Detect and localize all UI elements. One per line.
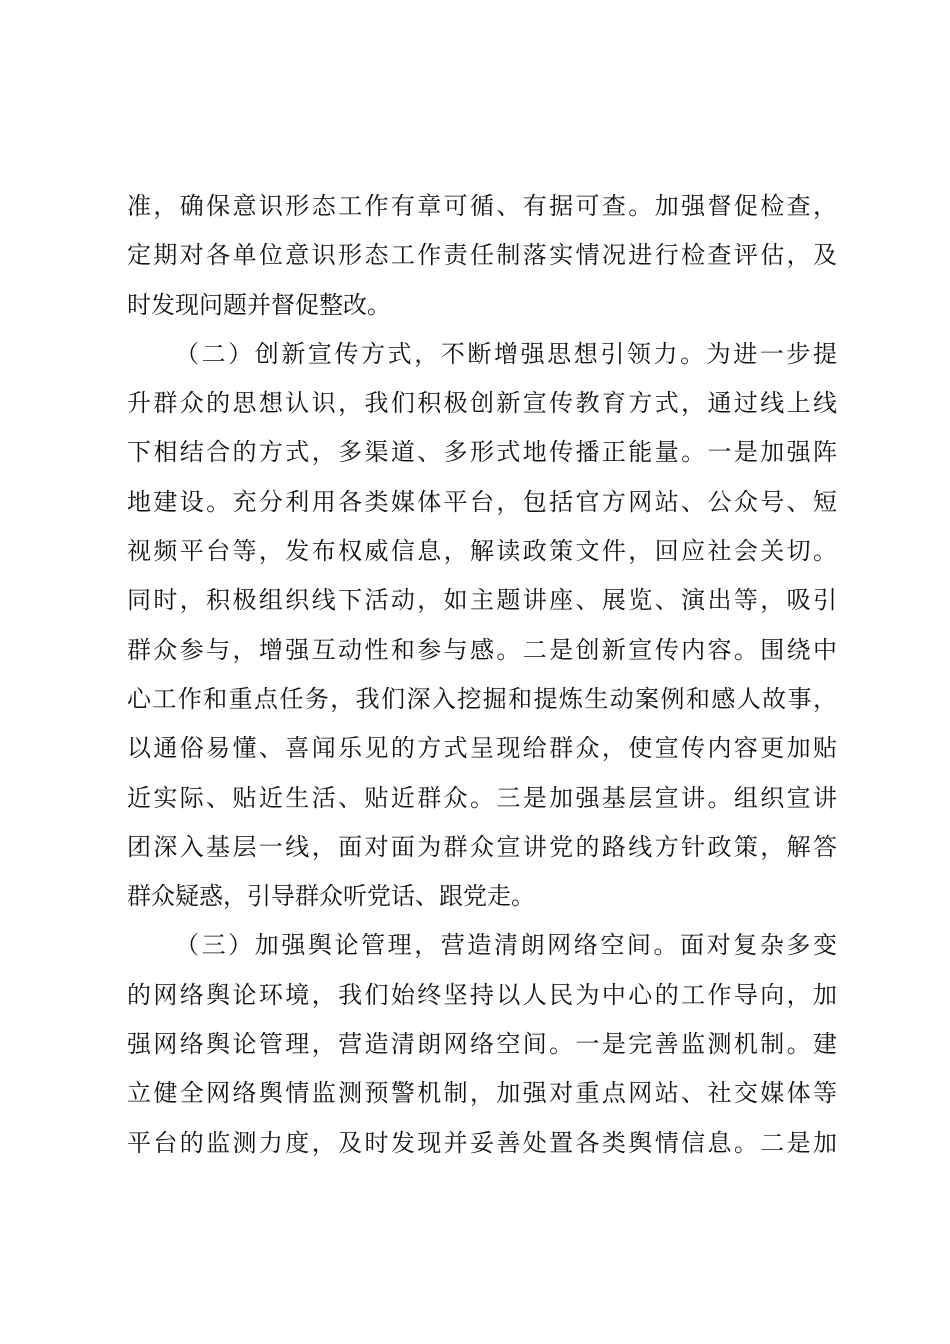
text-line: 时发现问题并督促整改。 <box>127 290 391 319</box>
text-line: 立健全网络舆情监测预警机制，加强对重点网站、社交媒体等 <box>127 1079 837 1108</box>
text-line: 近实际、贴近生活、贴近群众。三是加强基层宣讲。组织宣讲 <box>127 783 837 812</box>
text-line: 强网络舆论管理，营造清朗网络空间。一是完善监测机制。建 <box>127 1030 837 1059</box>
text-line: 下相结合的方式，多渠道、多形式地传播正能量。一是加强阵 <box>127 438 837 467</box>
text-line: 定期对各单位意识形态工作责任制落实情况进行检查评估，及 <box>127 241 837 270</box>
text-line: 群众参与，增强互动性和参与感。二是创新宣传内容。围绕中 <box>127 635 837 664</box>
text-line: 群众疑惑，引导群众听党话、跟党走。 <box>127 882 535 911</box>
text-line: 平台的监测力度，及时发现并妥善处置各类舆情信息。二是加 <box>127 1128 837 1157</box>
text-line: 升群众的思想认识，我们积极创新宣传教育方式，通过线上线 <box>127 389 837 418</box>
section-heading-line: （三）加强舆论管理，营造清朗网络空间。面对复杂多变 <box>175 931 837 960</box>
document-body <box>127 182 837 1168</box>
section-heading-line: （二）创新宣传方式，不断增强思想引领力。为进一步提 <box>175 339 837 368</box>
text-line: 视频平台等，发布权威信息，解读政策文件，回应社会关切。 <box>127 537 837 566</box>
text-line: 准，确保意识形态工作有章可循、有据可查。加强督促检查， <box>127 192 837 220</box>
text-line: 以通俗易懂、喜闻乐见的方式呈现给群众，使宣传内容更加贴 <box>127 734 837 763</box>
text-line: 地建设。充分利用各类媒体平台，包括官方网站、公众号、短 <box>127 487 837 516</box>
text-line: 的网络舆论环境，我们始终坚持以人民为中心的工作导向，加 <box>127 980 837 1009</box>
text-line: 团深入基层一线，面对面为群众宣讲党的路线方针政策，解答 <box>127 832 837 861</box>
text-line: 心工作和重点任务，我们深入挖掘和提炼生动案例和感人故事， <box>127 684 837 713</box>
text-line: 同时，积极组织线下活动，如主题讲座、展览、演出等，吸引 <box>127 586 837 615</box>
